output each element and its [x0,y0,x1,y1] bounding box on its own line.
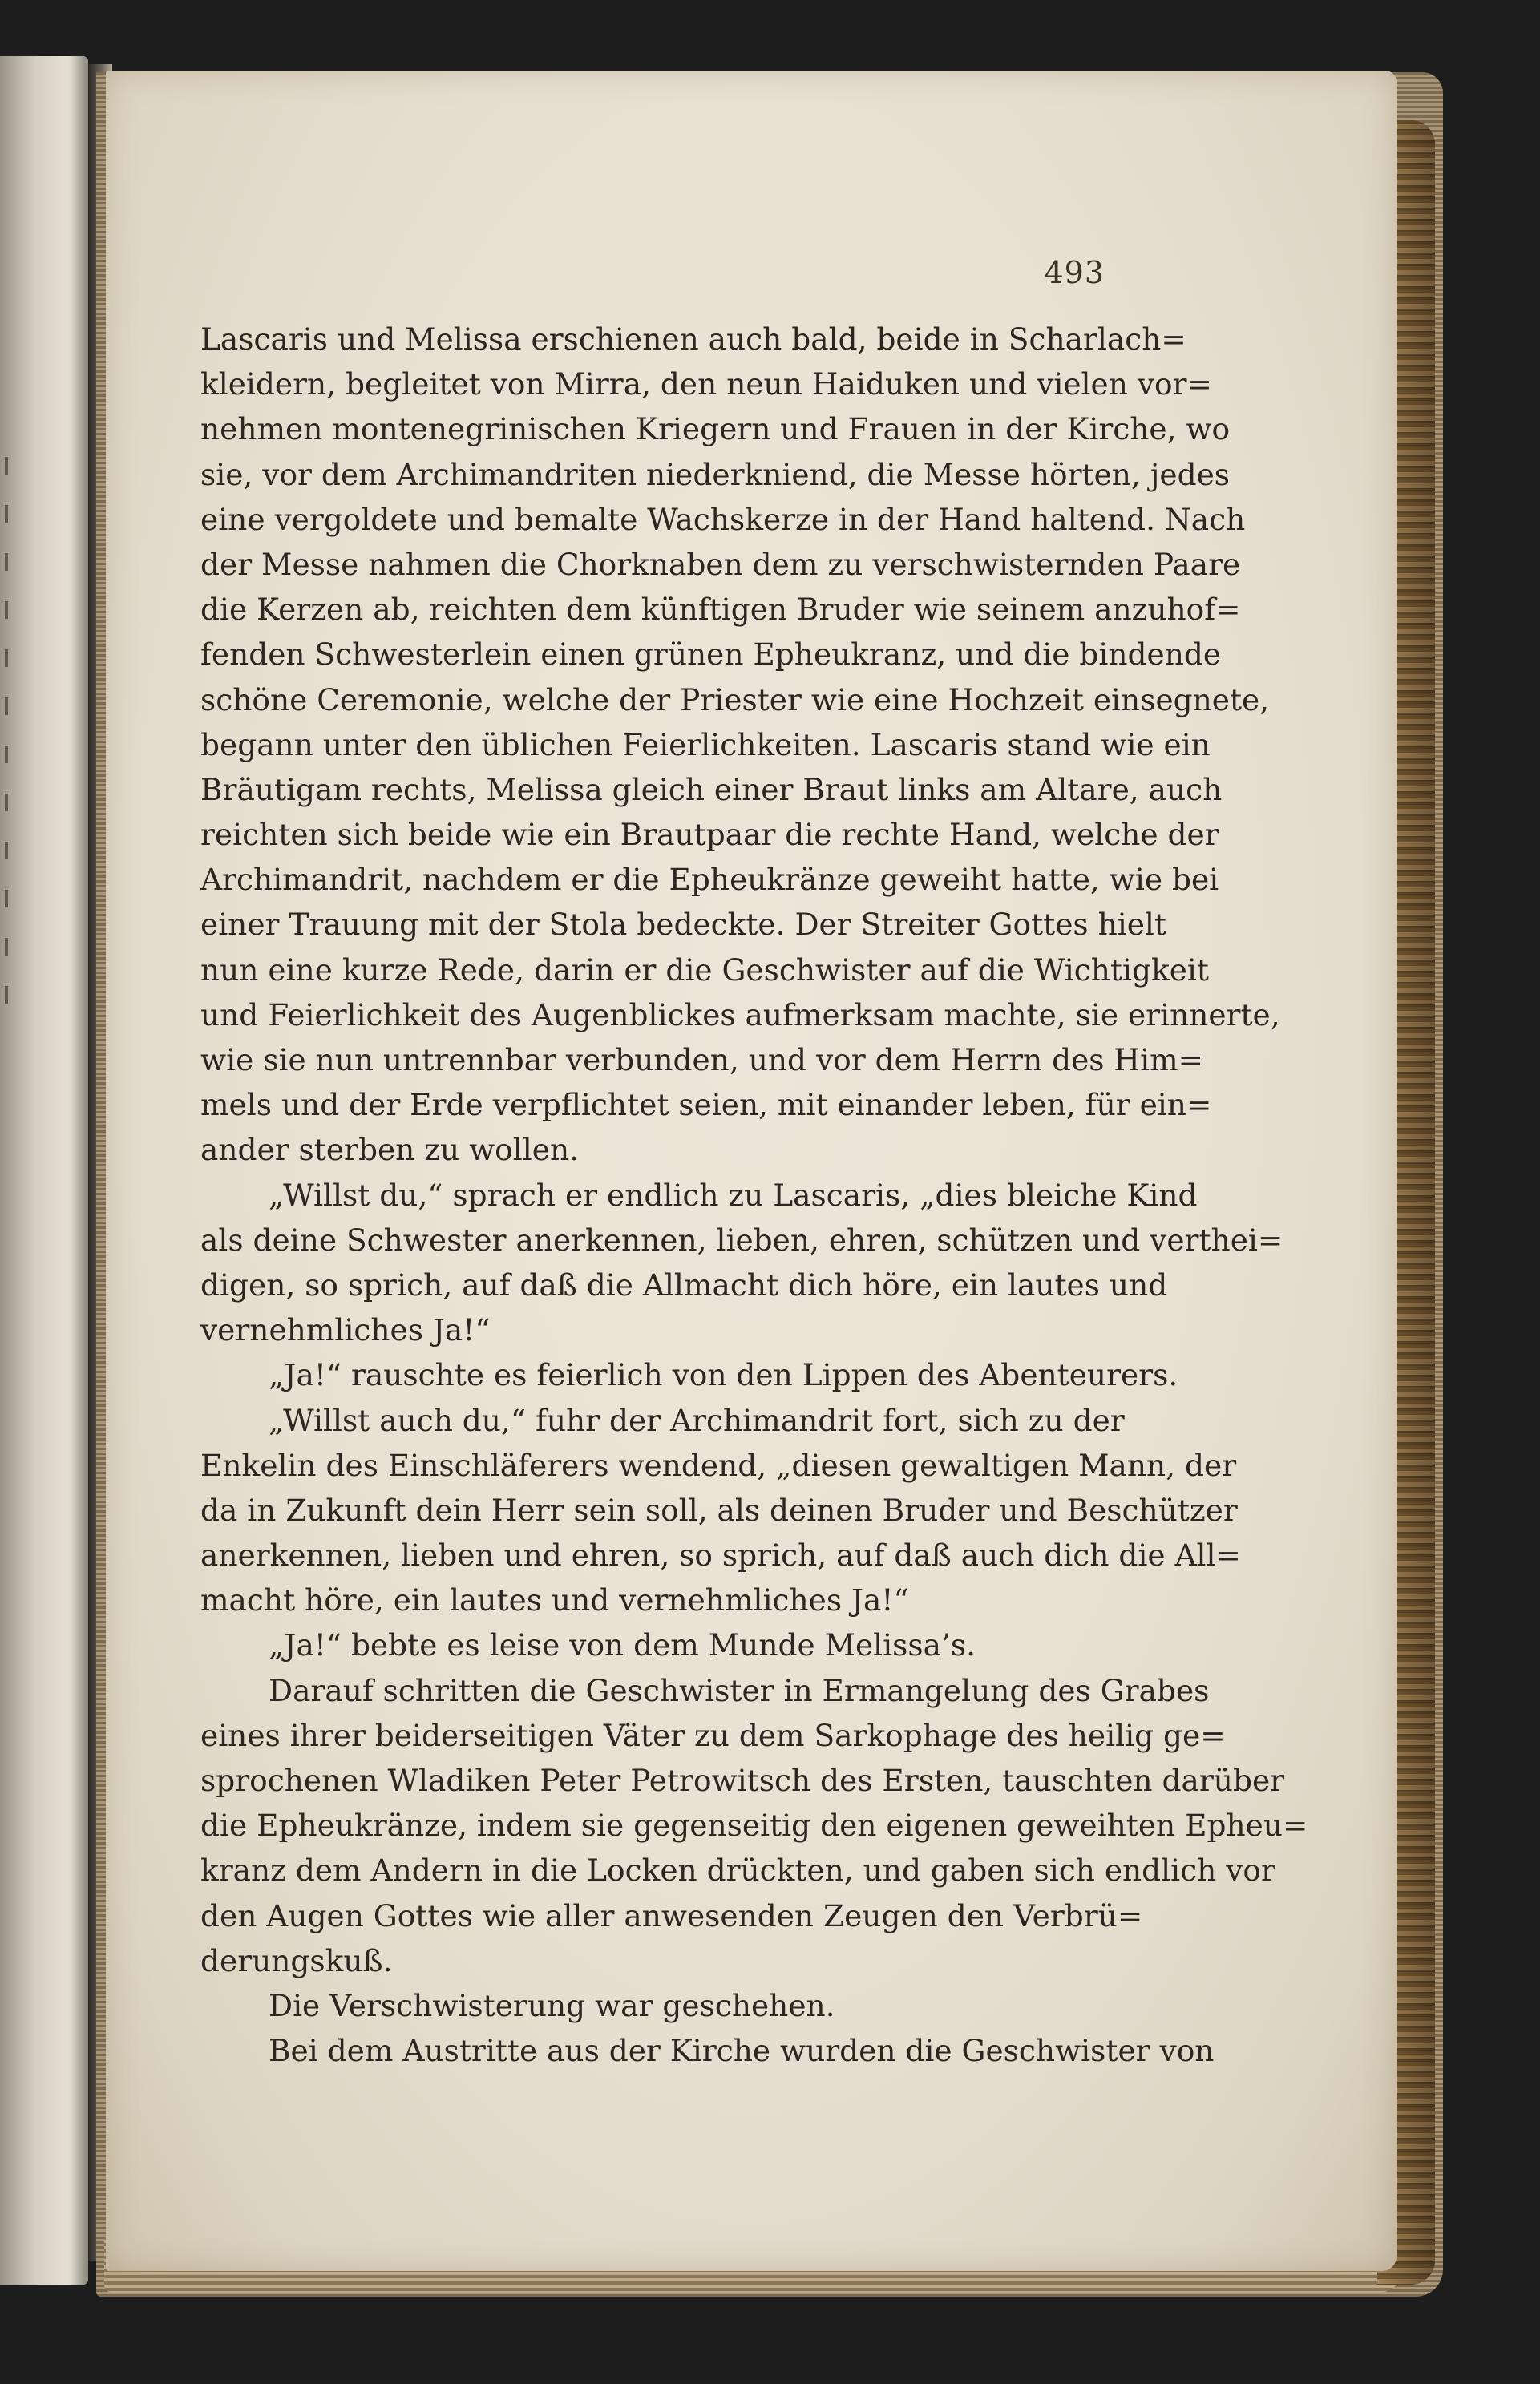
text-line: begann unter den üblichen Feierlichkeiten. Lascaris stand wie ein [200,726,1211,762]
text-line: sie, vor dem Archimandriten niederkniend, die Messe hörten, jedes [200,456,1231,492]
text-line: eines ihrer beiderseitigen Väter zu dem Sarkophage des heilig ge= [200,1717,1226,1753]
left-page-shadow [71,56,88,2285]
text-line: der Messe nahmen die Chorknaben dem zu verschwisternden Paare [200,546,1241,582]
text-line: da in Zukunft dein Herr sein soll, als deinen Bruder und Beschützer [200,1492,1238,1528]
text-line: Die Verschwisterung war geschehen. [269,1987,835,2023]
text-line: „Willst du,“ sprach er endlich zu Lascaris, „dies bleiche Kind [269,1177,1198,1213]
text-line: fenden Schwesterlein einen grünen Epheukranz, und die bindende [200,636,1222,673]
text-line: anerkennen, lieben und ehren, so sprich, auf daß auch dich die All= [200,1537,1241,1574]
text-line: Lascaris und Melissa erschienen auch bald, beide in Scharlach= [200,321,1186,357]
text-line: den Augen Gottes wie aller anwesenden Zeugen den Verbrü= [200,1897,1143,1933]
text-line: nun eine kurze Rede, darin er die Geschwister auf die Wichtigkeit [200,952,1209,988]
text-line: schöne Ceremonie, welche der Priester wie eine Hochzeit einsegnete, [200,681,1270,717]
text-line: „Ja!“ bebte es leise von dem Munde Melissa’s. [269,1627,976,1663]
text-line: digen, so sprich, auf daß die Allmacht dich höre, ein lautes und [200,1267,1168,1303]
left-page-marks [5,457,8,1018]
text-line: sprochenen Wladiken Peter Petrowitsch des Ersten, tauschten darüber [200,1763,1285,1798]
text-line: Archimandrit, nachdem er die Epheukränze geweiht hatte, wie bei [200,862,1219,898]
text-line: kranz dem Andern in die Locken drückten, und gaben sich endlich vor [200,1853,1275,1889]
text-line: „Willst auch du,“ fuhr der Archimandrit fort, sich zu der [269,1402,1125,1438]
text-line: Darauf schritten die Geschwister in Ermangelung des Grabes [269,1672,1210,1708]
text-line: mels und der Erde verpflichtet seien, mit einander leben, für ein= [200,1087,1212,1123]
text-line: macht höre, ein lautes und vernehmliches Ja!“ [200,1582,909,1618]
text-line: Bräutigam rechts, Melissa gleich einer Braut links am Altare, auch [200,771,1223,807]
text-line: Enkelin des Einschläferers wendend, „diesen gewaltigen Mann, der [200,1447,1237,1483]
text-line: und Feierlichkeit des Augenblickes aufmerksam machte, sie erinnerte, [200,996,1280,1032]
text-line: reichten sich beide wie ein Brautpaar die rechte Hand, welche der [200,817,1219,853]
text-line: die Kerzen ab, reichten dem künftigen Bruder wie seinem anzuhof= [200,592,1241,628]
text-line: vernehmliches Ja!“ [200,1312,491,1348]
text-line: eine vergoldete und bemalte Wachskerze in der Hand haltend. Nach [200,501,1246,537]
text-line: einer Trauung mit der Stola bedeckte. Der Streiter Gottes hielt [200,907,1166,943]
text-line: Bei dem Austritte aus der Kirche wurden die Geschwister von [269,2033,1215,2069]
text-line: wie sie nun untrennbar verbunden, und vor dem Herrn des Him= [200,1042,1204,1077]
text-line: nehmen montenegrinischen Kriegern und Frauen in der Kirche, wo [200,411,1231,447]
text-line: derungskuß. [200,1942,393,1978]
text-line: kleidern, begleitet von Mirra, den neun Haiduken und vielen vor= [200,366,1212,402]
text-line: „Ja!“ rauschte es feierlich von den Lippen des Abenteurers. [269,1357,1178,1393]
text-line: als deine Schwester anerkennen, lieben, ehren, schützen und verthei= [200,1222,1283,1258]
text-line: ander sterben zu wollen. [200,1132,580,1168]
text-line: die Epheukränze, indem sie gegenseitig den eigenen geweihten Epheu= [200,1808,1308,1844]
body-text [200,317,1308,2073]
page-number: 493 [1044,255,1105,290]
left-page-edge [0,56,88,2285]
